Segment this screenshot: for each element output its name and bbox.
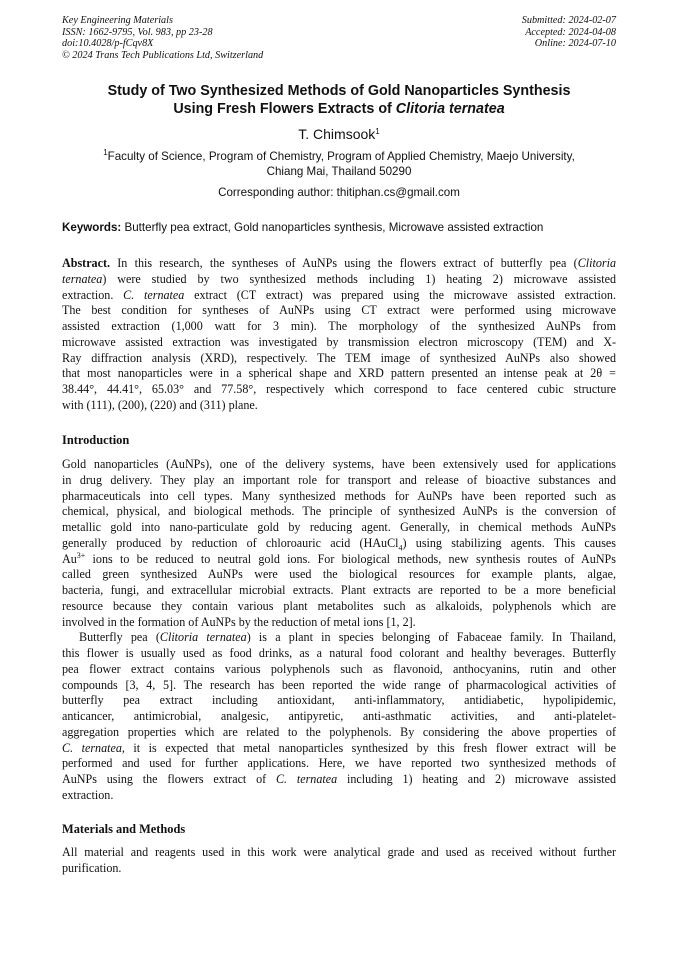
journal-doi: doi:10.4028/p-fCqv8X	[62, 38, 154, 50]
paragraph-line: bacteria, fungi, and extracellular microbial extracts. Plant extracts are reported to be a more beneficial	[62, 583, 616, 597]
author-name: T. Chimsook	[298, 126, 376, 142]
paragraph-line: this flower is usually used as food drinks, as a natural food colorant and healthy beverages. Butterfly	[62, 646, 616, 660]
paragraph-line	[62, 741, 616, 757]
paragraph-line	[62, 772, 616, 788]
journal-name: Key Engineering Materials	[62, 15, 173, 26]
abstract-line: 38.44°, 44.41°, 65.03° and 77.58°, respectively which correspond to face centered cubic structure	[62, 382, 616, 396]
accepted-date: Accepted: 2024-04-08	[525, 26, 616, 38]
abstract-italic: ternatea	[62, 271, 103, 286]
abstract-line: that most nanoparticles were in a spherical shape and XRD pattern presented an intense peak at 2θ =	[62, 366, 616, 381]
abstract-line	[62, 256, 616, 272]
paragraph-text: including 1) heating and 2) microwave assisted	[337, 772, 617, 786]
paragraph-text: ions to be reduced to neutral gold ions. For biological methods, new synthesis routes of AuNPs	[85, 551, 616, 566]
publication-dates	[522, 15, 616, 50]
title-line-1: Study of Two Synthesized Methods of Gold Nanoparticles Synthesis	[107, 83, 571, 99]
online-date: Online: 2024-07-10	[534, 38, 616, 50]
paragraph-line: resource because they contain various plant metabolites such as alkaloids, polyphenols which are	[62, 598, 616, 613]
submitted-date: Submitted: 2024-02-07	[521, 15, 616, 26]
abstract-italic: C. ternatea	[123, 287, 185, 302]
author-line	[62, 125, 616, 143]
paragraph-text: AuNPs using the flowers extract of	[62, 772, 276, 786]
abstract-text: extract (CT extract) was prepared using the microwave assisted extraction.	[184, 287, 616, 302]
paragraph-line	[62, 552, 616, 568]
paragraph-line: involved in the formation of AuNPs by the reduction of metal ions [1, 2].	[62, 614, 416, 629]
abstract-text: In this research, the syntheses of AuNPs using the flowers extract of butterfly pea (	[110, 256, 578, 270]
paragraph-text: ) using stabilizing agents. This causes	[402, 535, 616, 550]
materials-methods-heading: Materials and Methods	[62, 822, 186, 836]
abstract-text: ) were studied by two synthesized methods including 1) heating 2) microwave assisted	[102, 271, 616, 286]
abstract	[62, 256, 616, 414]
paragraph-line: pea flower extract contains various polyphenols such as flavonoid, anthocyanins, rutin and other	[62, 661, 616, 676]
abstract-text: extraction.	[62, 287, 124, 302]
affiliation-text-1: Faculty of Science, Program of Chemistry, Program of Applied Chemistry, Maejo University,	[107, 150, 575, 163]
keywords-text: Butterfly pea extract, Gold nanoparticles synthesis, Microwave assisted extraction	[121, 221, 544, 234]
corresponding-author: Corresponding author: thitiphan.cs@gmail.com	[218, 186, 460, 199]
paragraph-line: Gold nanoparticles (AuNPs), one of the delivery systems, have been extensively used for applications	[62, 457, 616, 471]
formula-subscript: 4	[398, 543, 403, 553]
paragraph-line: extraction.	[62, 787, 114, 802]
journal-info	[62, 15, 263, 61]
species-name: C. ternatea	[62, 740, 122, 755]
paragraph-line: called green synthesized AuNPs were used the biological resources for example plants, algae,	[62, 567, 616, 582]
paragraph-line	[62, 630, 616, 646]
materials-methods-body	[62, 845, 616, 877]
abstract-line: Ray diffraction analysis (XRD), respectively. The TEM image of synthesized AuNPs also showed	[62, 350, 616, 365]
abstract-label: Abstract.	[62, 256, 111, 270]
affiliation-mark: 1	[103, 148, 108, 157]
paragraph-line: chemical, physical, and biological methods. The principle of synthesized AuNPs is the conversion of	[62, 504, 616, 519]
paragraph-text: Au	[62, 551, 77, 566]
paragraph-text: ) is a plant in species belonging of Fabaceae family. In Thailand,	[246, 630, 616, 645]
abstract-line: microwave assisted extraction was investigated by transmission electron microscopy (TEM) and X-	[62, 334, 616, 349]
paragraph-line: butterfly pea extract including antioxidant, anti-inflammatory, antidiabetic, hypolipidemic,	[62, 693, 616, 708]
paragraph-line	[62, 536, 616, 552]
paragraph-text: generally produced by reduction of chloroauric acid (HAuCl	[62, 535, 399, 550]
paragraph-line: anticancer, antimicrobial, analgesic, antipyretic, anti-asthmatic activities, and anti-platelet-	[62, 709, 616, 723]
abstract-line: The best condition for syntheses of AuNPs using CT extract were performed using microwave	[62, 303, 616, 318]
abstract-line: assisted extraction (1,000 watt for 3 min). The morphology of the synthesized AuNPs from	[62, 319, 616, 333]
species-name: C. ternatea	[275, 772, 338, 786]
paragraph-line: purification.	[62, 860, 122, 875]
author-affiliation-mark: 1	[375, 127, 380, 136]
affiliation-line-1	[62, 150, 616, 165]
abstract-line	[62, 288, 616, 304]
affiliation-line-2: Chiang Mai, Thailand 50290	[266, 164, 412, 178]
paragraph-line: metallic gold into nano-particulate gold by reducing agent. Generally, in chemical methods AuNPs	[62, 520, 616, 534]
paragraph-text: Butterfly pea (	[79, 630, 160, 645]
title-line-2	[62, 100, 616, 118]
paragraph-line: performed and used for further applications. Here, we have reported two synthesized methods of	[62, 756, 616, 771]
abstract-italic: Clitoria	[577, 256, 616, 270]
title-species-name: Clitoria ternatea	[395, 101, 505, 117]
introduction-heading: Introduction	[62, 433, 130, 447]
paragraph-text: , it is expected that metal nanoparticles synthesized by this fresh flower extract will be	[121, 740, 617, 755]
abstract-line: with (111), (200), (220) and (311) plane.	[62, 397, 258, 412]
journal-copyright: © 2024 Trans Tech Publications Ltd, Switzerland	[62, 49, 264, 61]
paragraph-line: All material and reagents used in this work were analytical grade and used as received without further	[62, 845, 616, 859]
affiliation	[62, 150, 616, 179]
species-name: Clitoria ternatea	[159, 630, 247, 645]
paragraph-line: aggregation properties which are related to the polyphenols. By considering the above properties of	[62, 724, 616, 739]
paragraph-line: in drug delivery. They play an important role for transport and release of bioactive substances and	[62, 472, 616, 487]
journal-issn: ISSN: 1662-9795, Vol. 983, pp 23-28	[62, 26, 213, 38]
paragraph-line: pharmaceuticals into cell types. Many synthesized methods for AuNPs have been reported such as	[62, 488, 616, 503]
title-line-2-text: Using Fresh Flowers Extracts of	[173, 101, 396, 117]
ion-charge-superscript: 3+	[76, 550, 86, 560]
keywords-label: Keywords:	[62, 221, 122, 234]
keywords	[62, 221, 616, 235]
paragraph-line: compounds [3, 4, 5]. The research has been reported the wide range of pharmacological activities of	[62, 677, 616, 692]
introduction-body	[62, 457, 616, 804]
paper-title	[62, 82, 616, 118]
abstract-line	[62, 272, 616, 288]
